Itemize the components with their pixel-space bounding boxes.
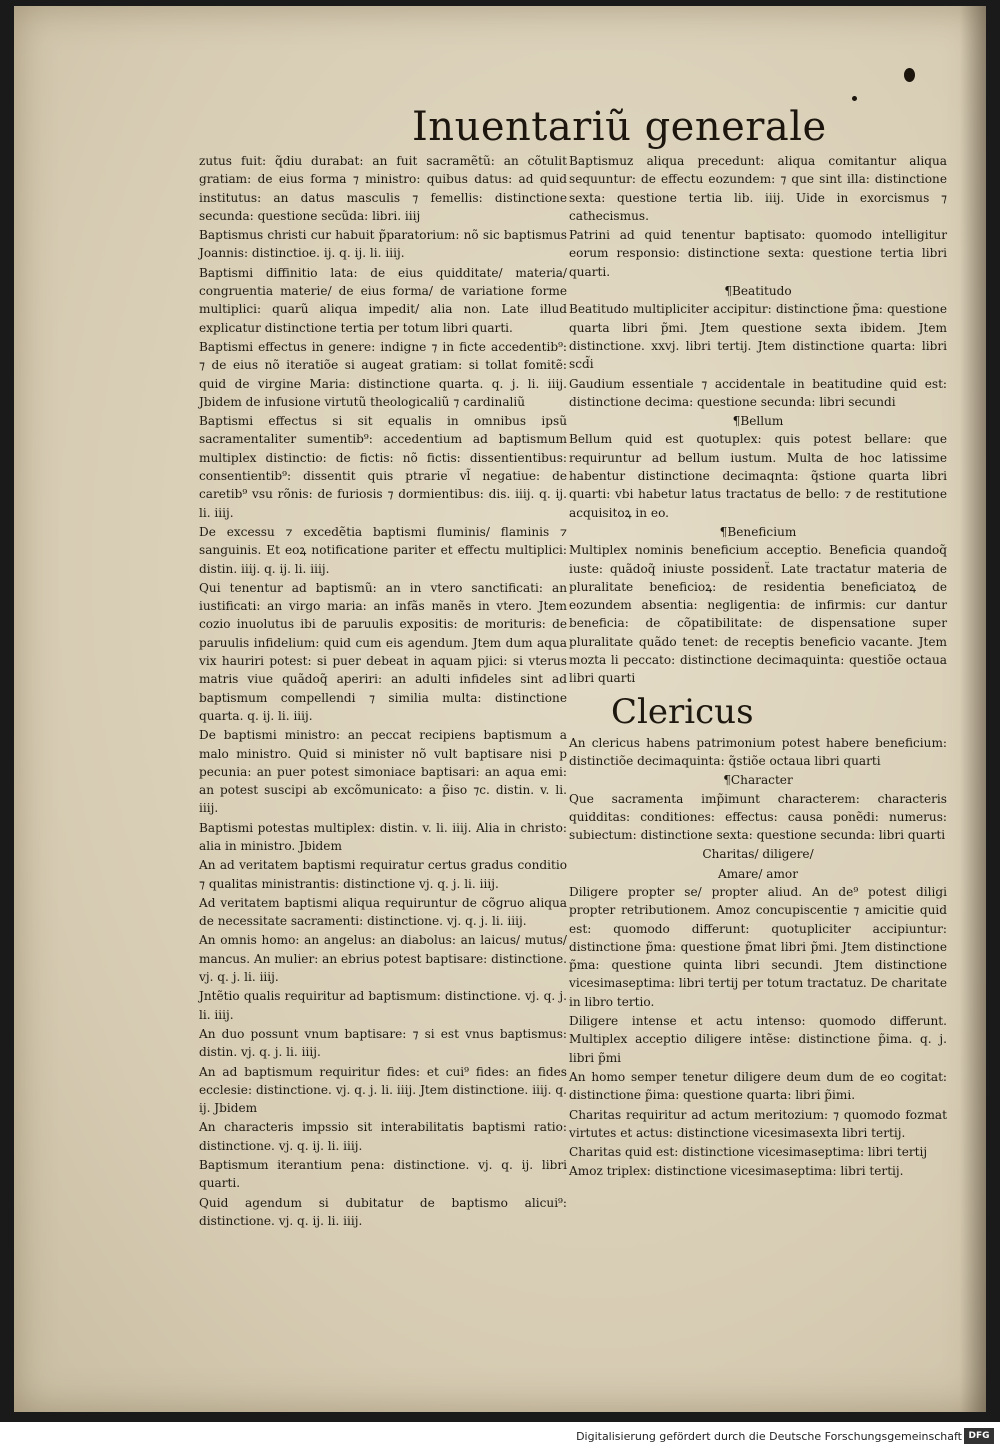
index-entry: Quid agendum si dubitatur de baptismo alicui⁹: distinctione. vj. q. ij. li. iiij. — [199, 1195, 567, 1228]
index-entry: An clericus habens patrimonium potest habere beneficium: distinctiõe decimaquinta: q̃stiõe octaua libri quarti — [569, 735, 947, 768]
index-entry: Baptismi effectus si sit equalis in omnibus ipsũ sacramentaliter sumentib⁹: accedentium ad baptismum multiplex distinctio: de fictis: nõ fictis: dissentientibus: consentientib⁹: dissentit quis ptrarie vl̃ negatiue: de caretib⁹ vsu rõnis: de furiosis ⁊ dormientibus: dis. iiij. q. ij. li. iiij. — [199, 414, 567, 520]
index-entry: Baptismus christi cur habuit p̃paratorium: nõ sic baptismus Joannis: distinctioe. ij. q. ij. li. iiij. — [199, 228, 567, 261]
index-entry: Qui tenentur ad baptismũ: an in vtero sanctificati: an iustificati: an virgo maria: an infãs manẽs in vtero. Jtem cozio inuolutus ibi de paruulis expositis: de morituris: de paruulis infidelium: quid cum eis agendum. Jtem dum aqua vix hauriri potest: si puer debeat in aquam pjici: si vterus matris viue quãdoq̃ aperiri: an adulti infideles sint ad baptismum compellendi ⁊ similia multa: distinctione quarta. q. ij. li. iiij. — [199, 580, 567, 723]
section-heading: ¶Character — [723, 773, 793, 788]
index-entry: Amoz triplex: distinctione vicesimaseptima: libri tertij. — [569, 1164, 904, 1179]
index-entry: Jntẽtio qualis requiritur ad baptismum: distinctione. vj. q. j. li. iiij. — [199, 989, 567, 1022]
section-heading: ¶Bellum — [732, 414, 784, 429]
index-entry: Baptismuz aliqua precedunt: aliqua comitantur aliqua sequuntur: de effectu eozundem: ⁊ que sint illa: distinctione sexta: questione tertia lib. iiij. Uide in exorcismus ⁊ cathecismus. — [569, 154, 947, 223]
index-entry: Baptismum iterantium pena: distinctione. vj. q. ij. libri quarti. — [199, 1158, 567, 1191]
major-heading: Clericus — [611, 691, 754, 732]
right-column — [569, 152, 947, 1182]
index-entry: An homo semper tenetur diligere deum dum de eo cogitat: distinctione p̃ima: questione quarta: libri p̃imi. — [569, 1069, 947, 1103]
ink-blot — [904, 68, 915, 82]
index-entry: An omnis homo: an angelus: an diabolus: an laicus/ mutus/ mancus. An mulier: an ebrius potest baptisare: distinctione. vj. q. j. li. iiij. — [199, 933, 567, 985]
running-header: Inuentariũ generale — [412, 104, 827, 150]
index-entry: Baptismi diffinitio lata: de eius quidditate/ materia/ congruentia materie/ de eius forma/ de variatione forme multiplici: quarũ aliqua impedit/ alia non. Late illud explicatur distinctione tertia per totum libri quarti. — [199, 265, 567, 335]
index-entry: Diligere propter se/ propter aliud. An de⁹ potest diligi propter retributionem. Amoz concupiscentie ⁊ amicitie quid est: quomodo differunt: quotupliciter accipiuntur: distinctione p̃ma: questione p̃mat libri p̃mi. Jtem distinctione p̃ma: questione quinta libri secundi. Jtem distinctione vicesimaseptima: libri tertij per totum tractatuz. De charitate in libro tertio. — [569, 884, 947, 1009]
index-entry: An characteris impssio sit interabilitatis baptismi ratio: distinctione. vj. q. ij. li. iiij. — [199, 1120, 567, 1153]
index-entry: Gaudium essentiale ⁊ accidentale in beatitudine quid est: distinctione decima: questione secunda: libri secundi — [569, 376, 947, 409]
index-entry: An ad veritatem baptismi requiratur certus gradus conditio ⁊ qualitas ministrantis: distinctione vj. q. j. li. iiij. — [199, 858, 567, 891]
binding-shadow — [960, 6, 986, 1412]
section-heading: Charitas/ diligere/ — [702, 847, 814, 862]
index-entry: Bellum quid est quotuplex: quis potest bellare: que requiruntur ad bellum iustum. Multa de hoc latissime habentur distinctione decimaqnta: q̃stione quarta libri quarti: vbi habetur latus tractatus de bello: ⁊ de restitutione acquisitoꝝ in eo. — [569, 432, 947, 520]
footer-credit: Digitalisierung gefördert durch die Deutsche Forschungsgemeinschaft — [576, 1430, 962, 1443]
index-entry: Charitas requiritur ad actum meritozium: ⁊ quomodo fozmat virtutes et actus: distinctione vicesimasexta libri tertij. — [569, 1107, 947, 1140]
section-heading: ¶Beatitudo — [724, 284, 792, 299]
index-entry: An ad baptismum requiritur fides: et cui⁹ fides: an fides ecclesie: distinctione. vj. q. j. li. iiij. Jtem distinctione. iiij. q. ij. Jbidem — [199, 1064, 567, 1116]
manuscript-page — [14, 6, 986, 1412]
footer-bar — [0, 1422, 1000, 1450]
ink-dot-small — [852, 96, 857, 101]
dfg-logo: DFG — [964, 1428, 994, 1444]
section-heading: Amare/ amor — [717, 866, 798, 881]
index-entry: De baptismi ministro: an peccat recipiens baptismum a malo ministro. Quid si minister nõ vult baptisare nisi p pecunia: an puer potest simoniace baptisari: an aqua emi: an potest suscipi ab excõmunicato: a p̃iso ⁊c. distin. v. li. iiij. — [199, 728, 567, 816]
index-entry: Multiplex nominis beneficium acceptio. Beneficia quandoq̃ iuste: quãdoq̃ iniuste possidenẗ. Late tractatur materia de pluralitate beneficioꝝ: de residentia beneficiatoꝝ de eozundem absentia: negligentia: de infirmis: cur dantur beneficia: de cõpatibilitate: de dispensatione super pluralitate quãdo tenet: de receptis beneficio vacante. Jtem mozta li peccato: distinctione decimaquinta: questiõe octaua libri quarti — [569, 543, 947, 686]
index-entry: Ad veritatem baptismi aliqua requiruntur de cõgruo aliqua de necessitate sacramenti: distinctione. vj. q. j. li. iiij. — [199, 895, 567, 929]
index-entry: An duo possunt vnum baptisare: ⁊ si est vnus baptismus: distin. vj. q. j. li. iiij. — [199, 1026, 567, 1060]
index-entry: Charitas quid est: distinctione vicesimaseptima: libri tertij — [569, 1145, 928, 1160]
index-entry: Diligere intense et actu intenso: quomodo differunt. Multiplex acceptio diligere intẽse: distinctione p̃ima. q. j. libri p̃mi — [569, 1014, 947, 1065]
index-entry: zutus fuit: q̃diu durabat: an fuit sacramẽtũ: an cõtulit gratiam: de eius forma ⁊ ministro: quibus datus: ad quid institutus: an datus masculis ⁊ femellis: distinctione secunda: questione secũda: libri. iiij — [199, 154, 567, 223]
index-entry: De excessu ⁊ excedẽtia baptismi fluminis/ flaminis ⁊ sanguinis. Et eoꝝ notificatione pariter et effectu multiplici: distin. iiij. q. ij. li. iiij. — [199, 524, 567, 576]
index-entry: Patrini ad quid tenentur baptisato: quomodo intelligitur eorum responsio: distinctione sexta: questione tertia libri quarti. — [569, 228, 947, 279]
index-entry: Que sacramenta imp̃imunt characterem: characteris quidditas: conditiones: effectus: causa ponẽdi: numerus: subiectum: distinctione sexta: questione secunda: libri quarti — [569, 791, 947, 843]
section-heading: ¶Beneficium — [719, 524, 797, 539]
index-entry: Baptismi potestas multiplex: distin. v. li. iiij. Alia in christo: alia in ministro. Jbidem — [199, 820, 567, 853]
index-entry: Beatitudo multipliciter accipitur: distinctione p̃ma: questione quarta libri p̃mi. Jtem questione sexta ibidem. Jtem distinctione. xxvj. libri tertij. Jtem distinctione quarta: libri scd̃i — [569, 302, 947, 372]
index-entry: Baptismi effectus in genere: indigne ⁊ in ficte accedentib⁹: ⁊ de eius nõ iteratiõe si augeat gratiam: si tollat fomitẽ: quid de virgine Maria: distinctione quarta. q. j. li. iiij. Jbidem de infusione virtutũ theologicaliũ ⁊ cardinaliũ — [199, 339, 567, 409]
left-column — [199, 152, 567, 1231]
